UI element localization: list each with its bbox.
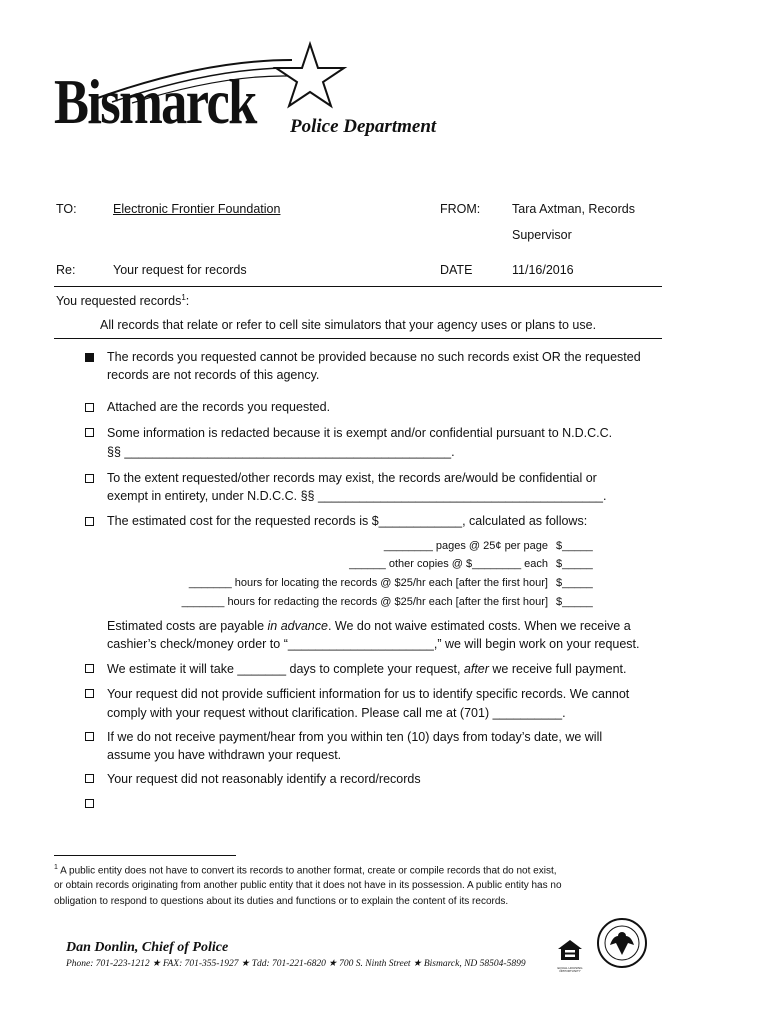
option-redacted-line2: §§ _______________________________________________.	[107, 445, 455, 459]
from-label: FROM:	[440, 202, 481, 216]
cost-row-locating: _______ hours for locating the records @ $25/hr each [after the first hour]	[188, 577, 548, 589]
option-confidential-line1: To the extent requested/other records may exist, the records are/would be confidential or	[107, 471, 597, 485]
option-estimate-days-checkbox[interactable]	[85, 664, 94, 673]
signature-name: Dan Donlin, Chief of Police	[66, 940, 229, 955]
option-attached: Attached are the records you requested.	[107, 400, 331, 414]
option-no-records-checkbox[interactable]	[85, 353, 94, 362]
to-label: TO:	[56, 202, 77, 216]
option-no-records-line1: The records you requested cannot be provided because no such records exist OR the requested	[107, 350, 641, 364]
footnote-line3: obligation to respond to questions about its duties and functions or to explain the content of its records.	[54, 896, 509, 907]
requested-records-label: You requested records$^1$:	[56, 293, 190, 309]
payable-line1: Estimated costs are payable in advance. We do not waive estimated costs. When we receive a	[107, 619, 631, 633]
footnote-line2: or obtain records originating from another public entity that it does not have in its possession. A public entity has no	[54, 880, 562, 891]
estimated-cost-blank[interactable]: ____________	[378, 514, 463, 528]
equal-housing-logo	[556, 938, 584, 973]
header-divider	[54, 286, 662, 287]
footnote-line1: $^1$ A public entity does not have to convert its records to another format, create or compile records that do not exist,	[54, 864, 557, 877]
option-withdrawn-checkbox[interactable]	[85, 732, 94, 741]
requested-records-text: All records that relate or refer to cell site simulators that your agency uses or plans to use.	[100, 318, 597, 332]
city-seal-icon	[596, 915, 648, 970]
option-estimated-cost: The estimated cost for the requested records is $____________, calculated as follows:	[107, 514, 588, 528]
to-value: Electronic Frontier Foundation	[113, 202, 281, 216]
logo-department: Police Department	[290, 116, 437, 137]
option-not-identified: Your request did not reasonably identify a record/records	[107, 772, 421, 786]
payable-line2: cashier’s check/money order to “_____________________,” we will begin work on your request.	[107, 637, 640, 651]
from-value-line2: Supervisor	[512, 228, 572, 242]
option-withdrawn-line1: If we do not receive payment/hear from you within ten (10) days from today’s date, we will	[107, 730, 603, 744]
logo	[52, 40, 492, 150]
option-other-checkbox[interactable]	[85, 799, 94, 808]
from-value-line1: Tara Axtman, Records	[512, 202, 635, 216]
option-redacted-line1: Some information is redacted because it is exempt and/or confidential pursuant to N.D.C.C.	[107, 426, 613, 440]
logo-wordmark: Bismarck	[54, 66, 256, 137]
option-estimated-cost-checkbox[interactable]	[85, 517, 94, 526]
cost-row-redacting-amount[interactable]: $_____	[556, 596, 593, 608]
cost-row-copies: ______ other copies @ $________ each	[349, 558, 548, 570]
cost-row-redacting: _______ hours for redacting the records @ $25/hr each [after the first hour]	[181, 596, 548, 608]
option-insufficient-line1: Your request did not provide sufficient information for us to identify specific records. We cannot	[107, 687, 630, 701]
option-insufficient-checkbox[interactable]	[85, 689, 94, 698]
city-seal-logo	[596, 915, 648, 970]
cost-row-locating-amount[interactable]: $_____	[556, 577, 593, 589]
date-label: DATE	[440, 263, 473, 277]
option-no-records-line2: records are not records of this agency.	[107, 368, 320, 382]
option-confidential-checkbox[interactable]	[85, 474, 94, 483]
re-value: Your request for records	[113, 263, 247, 277]
option-attached-checkbox[interactable]	[85, 403, 94, 412]
footnote-divider	[54, 855, 236, 856]
cost-row-pages: ________ pages @ 25¢ per page	[383, 540, 548, 552]
option-insufficient-line2: comply with your request without clarification. Please call me at (701) __________.	[107, 706, 566, 720]
option-not-identified-checkbox[interactable]	[85, 774, 94, 783]
option-confidential-line2: exempt in entirety, under N.D.C.C. §§ _________________________________________.	[107, 489, 607, 503]
equal-housing-icon	[556, 938, 584, 962]
equal-housing-text: EQUAL HOUSING OPPORTUNITY	[557, 966, 583, 973]
date-value: 11/16/2016	[512, 263, 574, 277]
re-label: Re:	[56, 263, 76, 277]
option-estimate-days: We estimate it will take _______ days to complete your request, after we receive full payment.	[107, 662, 627, 676]
option-withdrawn-line2: assume you have withdrawn your request.	[107, 748, 342, 762]
cost-row-copies-amount[interactable]: $_____	[556, 558, 593, 570]
cost-row-pages-amount[interactable]: $_____	[556, 540, 593, 552]
request-divider	[54, 338, 662, 339]
option-redacted-checkbox[interactable]	[85, 428, 94, 437]
signature-contact: Phone: 701-223-1212 ★ FAX: 701-355-1927 ★ Tdd: 701-221-6820 ★ 700 S. Ninth Street ★ Bismarck, ND 58504-5899	[66, 959, 526, 969]
